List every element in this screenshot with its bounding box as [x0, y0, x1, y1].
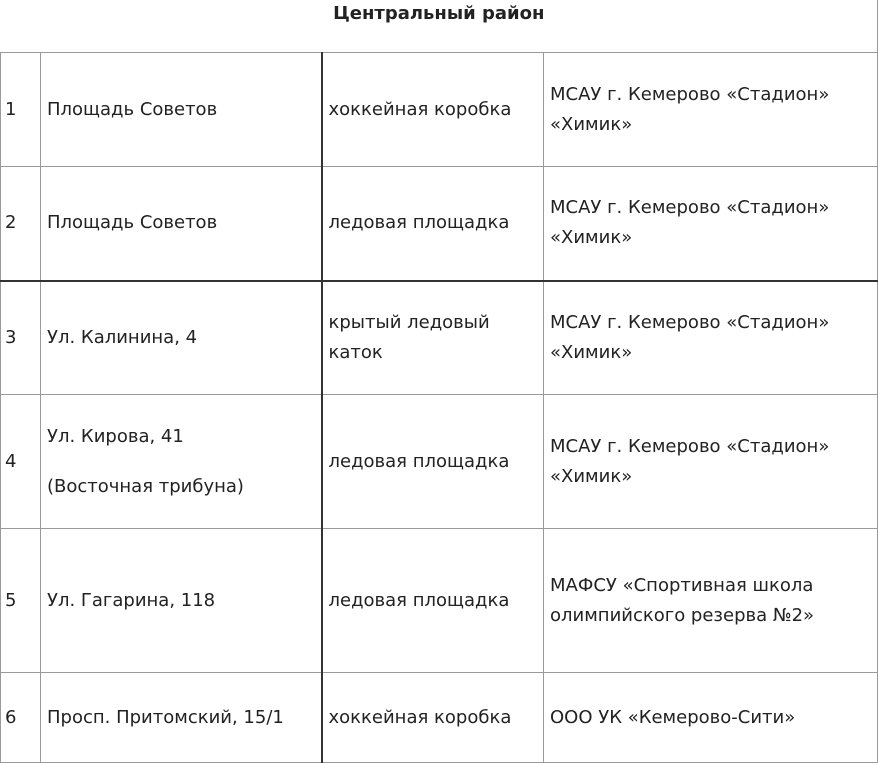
address-line: (Восточная трибуна) — [47, 475, 244, 497]
district-header-row — [1, 0, 878, 53]
row-number: 4 — [1, 395, 41, 529]
address-line: Ул. Кирова, 41 — [47, 425, 184, 447]
row-number: 1 — [1, 53, 41, 167]
paragraph-gap — [47, 452, 315, 472]
row-facility-type: хоккейная коробка — [322, 53, 544, 167]
row-address — [41, 167, 322, 281]
address-line: Ул. Гагарина, 118 — [47, 589, 216, 611]
row-facility-type: крытый ледовый каток — [322, 281, 544, 395]
table-row — [1, 395, 878, 529]
table-row — [1, 53, 878, 167]
row-facility-type: хоккейная коробка — [322, 673, 544, 763]
row-number: 6 — [1, 673, 41, 763]
row-address — [41, 53, 322, 167]
row-address — [41, 529, 322, 673]
row-organization: МСАУ г. Кемерово «Стадион» «Химик» — [544, 395, 878, 529]
table-row — [1, 529, 878, 673]
table-row — [1, 167, 878, 281]
district-title: Центральный район — [1, 0, 878, 53]
row-number: 3 — [1, 281, 41, 395]
row-organization: ООО УК «Кемерово-Сити» — [544, 673, 878, 763]
row-facility-type: ледовая площадка — [322, 167, 544, 281]
row-facility-type: ледовая площадка — [322, 529, 544, 673]
row-organization: МСАУ г. Кемерово «Стадион» «Химик» — [544, 281, 878, 395]
address-line: Площадь Советов — [47, 98, 218, 120]
address-line: Площадь Советов — [47, 212, 218, 234]
row-address — [41, 673, 322, 763]
row-address — [41, 281, 322, 395]
row-number: 2 — [1, 167, 41, 281]
row-organization: МСАУ г. Кемерово «Стадион» «Химик» — [544, 167, 878, 281]
address-line: Просп. Притомский, 15/1 — [47, 706, 284, 728]
address-line: Ул. Калинина, 4 — [47, 326, 198, 348]
row-address — [41, 395, 322, 529]
row-organization: МСАУ г. Кемерово «Стадион» «Химик» — [544, 53, 878, 167]
row-organization: МАФСУ «Спортивная школа олимпийского резерва №2» — [544, 529, 878, 673]
table-row — [1, 673, 878, 763]
row-facility-type: ледовая площадка — [322, 395, 544, 529]
row-number: 5 — [1, 529, 41, 673]
table-row — [1, 281, 878, 395]
